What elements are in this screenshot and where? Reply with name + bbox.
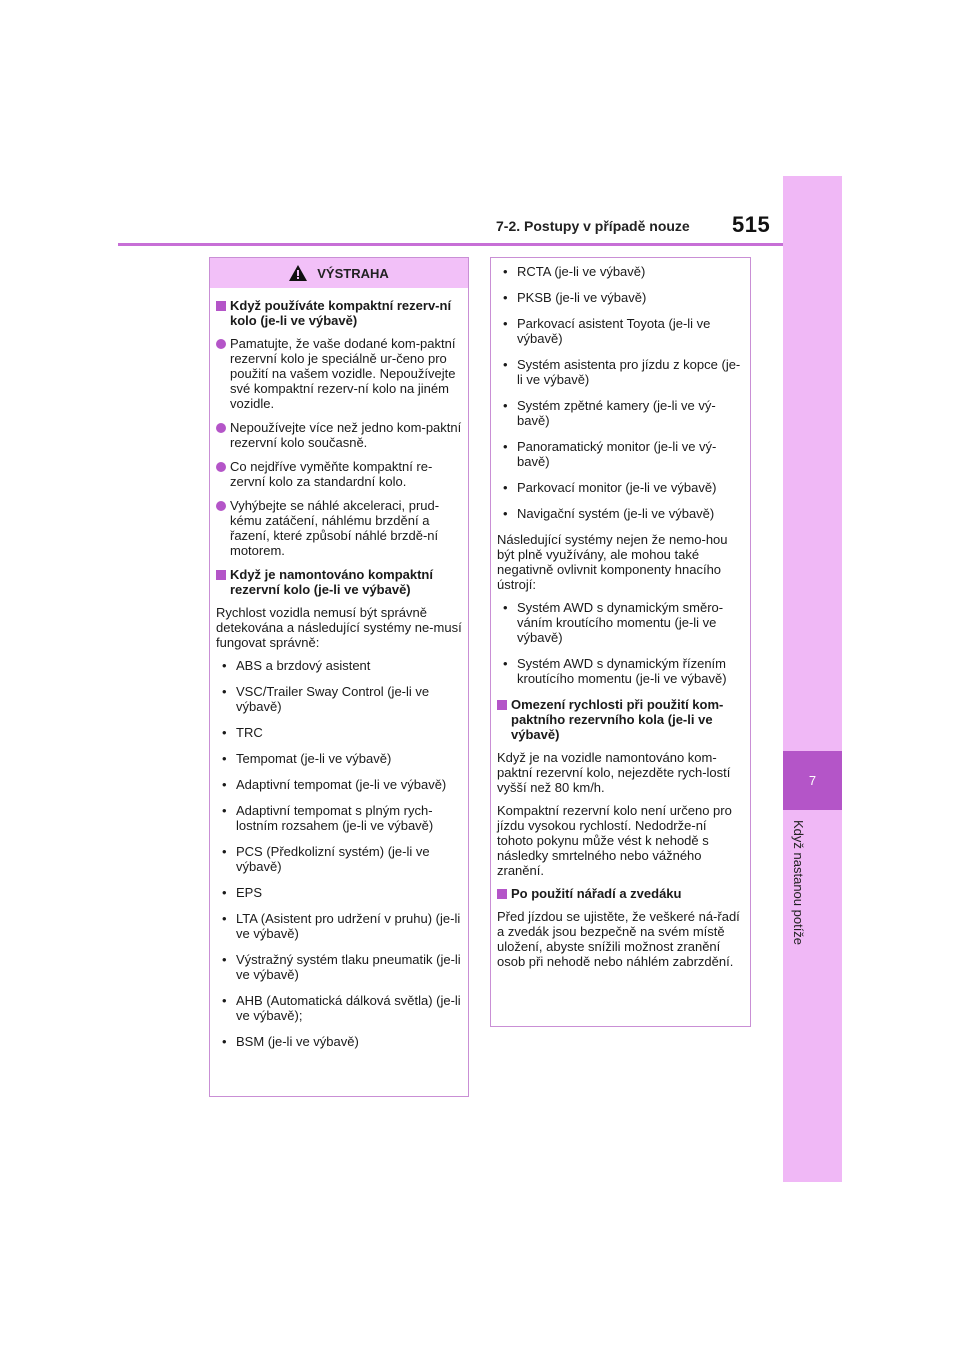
system-list-item: • PKSB (je-li ve výbavě): [503, 290, 744, 305]
chapter-title: Když nastanou potíže: [791, 820, 806, 946]
system-list-item: • BSM (je-li ve výbavě): [222, 1034, 462, 1049]
system-list-item: • AHB (Automatická dálková světla) (je-li ve výbavě);: [222, 993, 462, 1023]
system-list-item: • PCS (Předkolizní systém) (je-li ve výbavě): [222, 844, 462, 874]
system-list-item: • Adaptivní tempomat (je-li ve výbavě): [222, 777, 462, 792]
warning-title: VÝSTRAHA: [317, 265, 389, 281]
high-speed-paragraph: Kompaktní rezervní kolo není určeno pro jízdu vysokou rychlostí. Nedodrže-ní tohoto pokynu může vést k nehodě s následky smrtelného nebo vážného zranění.: [497, 803, 732, 878]
warning-header: [210, 258, 468, 288]
warning-heading-1: Když používáte kompaktní rezerv-ní kolo (je-li ve výbavě): [216, 298, 462, 328]
warning-continuation-box: [490, 257, 751, 1027]
system-list-item: • EPS: [222, 885, 462, 900]
system-list-item: • Parkovací monitor (je-li ve výbavě): [503, 480, 744, 495]
system-list-item: • LTA (Asistent pro udržení v pruhu) (je-li ve výbavě): [222, 911, 462, 941]
warning-point: Pamatujte, že vaše dodané kom-paktní rezervní kolo je speciálně ur-čeno pro použití na vašem vozidle. Nepoužívejte své kompaktní rezerv-ní kolo na jiném vozidle.: [216, 336, 462, 411]
warning-box: [209, 257, 469, 1097]
warning-heading-2: Když je namontováno kompaktní rezervní kolo (je-li ve výbavě): [216, 567, 462, 597]
section-title: 7-2. Postupy v případě nouze: [496, 218, 690, 234]
page-number: 515: [732, 212, 771, 237]
system-list-item: • RCTA (je-li ve výbavě): [503, 264, 744, 279]
continuation-paragraph: Následující systémy nejen že nemo-hou být plně využívány, ale mohou také negativně ovlivnit komponenty hnacího ústrojí:: [497, 532, 728, 592]
system-list-item: • ABS a brzdový asistent: [222, 658, 462, 673]
system-list-item: • Systém zpětné kamery (je-li ve vý-bavě): [503, 398, 744, 428]
warning-content: [210, 288, 468, 1066]
speed-limit-paragraph: Když je na vozidle namontováno kom-paktní rezervní kolo, nejezděte rych-lostí vyšší než 80 km/h.: [497, 750, 731, 795]
warning-point: Vyhýbejte se náhlé akceleraci, prud-kému zatáčení, náhlému brzdění a řazení, které způsobí náhlé brzdě-ní motorem.: [216, 498, 462, 558]
warning-paragraph: Rychlost vozidla nemusí být správně detekována a následující systémy ne-musí fungovat správně:: [216, 605, 462, 650]
system-list-item: • VSC/Trailer Sway Control (je-li ve výbavě): [222, 684, 462, 714]
chapter-side-tab[interactable]: [783, 176, 842, 1182]
system-list-item: • Systém AWD s dynamickým směro-váním kroutícího momentu (je-li ve výbavě): [503, 600, 744, 645]
tools-heading: Po použití nářadí a zvedáku: [497, 886, 744, 901]
system-list-item: • Systém asistenta pro jízdu z kopce (je-li ve výbavě): [503, 357, 744, 387]
system-list-item: • Parkovací asistent Toyota (je-li ve výbavě): [503, 316, 744, 346]
chapter-number-box[interactable]: [783, 751, 842, 810]
chapter-number: 7: [808, 773, 817, 788]
system-list-item: • TRC: [222, 725, 462, 740]
continuation-content: [491, 258, 750, 983]
system-list-item: • Adaptivní tempomat s plným rych-lostním rozsahem (je-li ve výbavě): [222, 803, 462, 833]
system-list-item: • Tempomat (je-li ve výbavě): [222, 751, 462, 766]
tools-paragraph: Před jízdou se ujistěte, že veškeré ná-řadí a zvedák jsou bezpečně na svém místě uložení, abyste snížili možnost zranění osob při nehodě nebo náhlém zabrzdění.: [497, 909, 740, 969]
system-list-item: • Systém AWD s dynamickým řízením kroutícího momentu (je-li ve výbavě): [503, 656, 744, 686]
warning-point: Co nejdříve vyměňte kompaktní re-zervní kolo za standardní kolo.: [216, 459, 462, 489]
speed-limit-heading: Omezení rychlosti při použití kom-paktního rezervního kola (je-li ve výbavě): [497, 697, 744, 742]
system-list-item: • Výstražný systém tlaku pneumatik (je-li ve výbavě): [222, 952, 462, 982]
warning-point: Nepoužívejte více než jedno kom-paktní rezervní kolo současně.: [216, 420, 462, 450]
warning-triangle-icon: [289, 265, 307, 281]
system-list-item: • Navigační systém (je-li ve výbavě): [503, 506, 744, 521]
system-list-item: • Panoramatický monitor (je-li ve vý-bavě): [503, 439, 744, 469]
header-rule: [118, 243, 783, 246]
